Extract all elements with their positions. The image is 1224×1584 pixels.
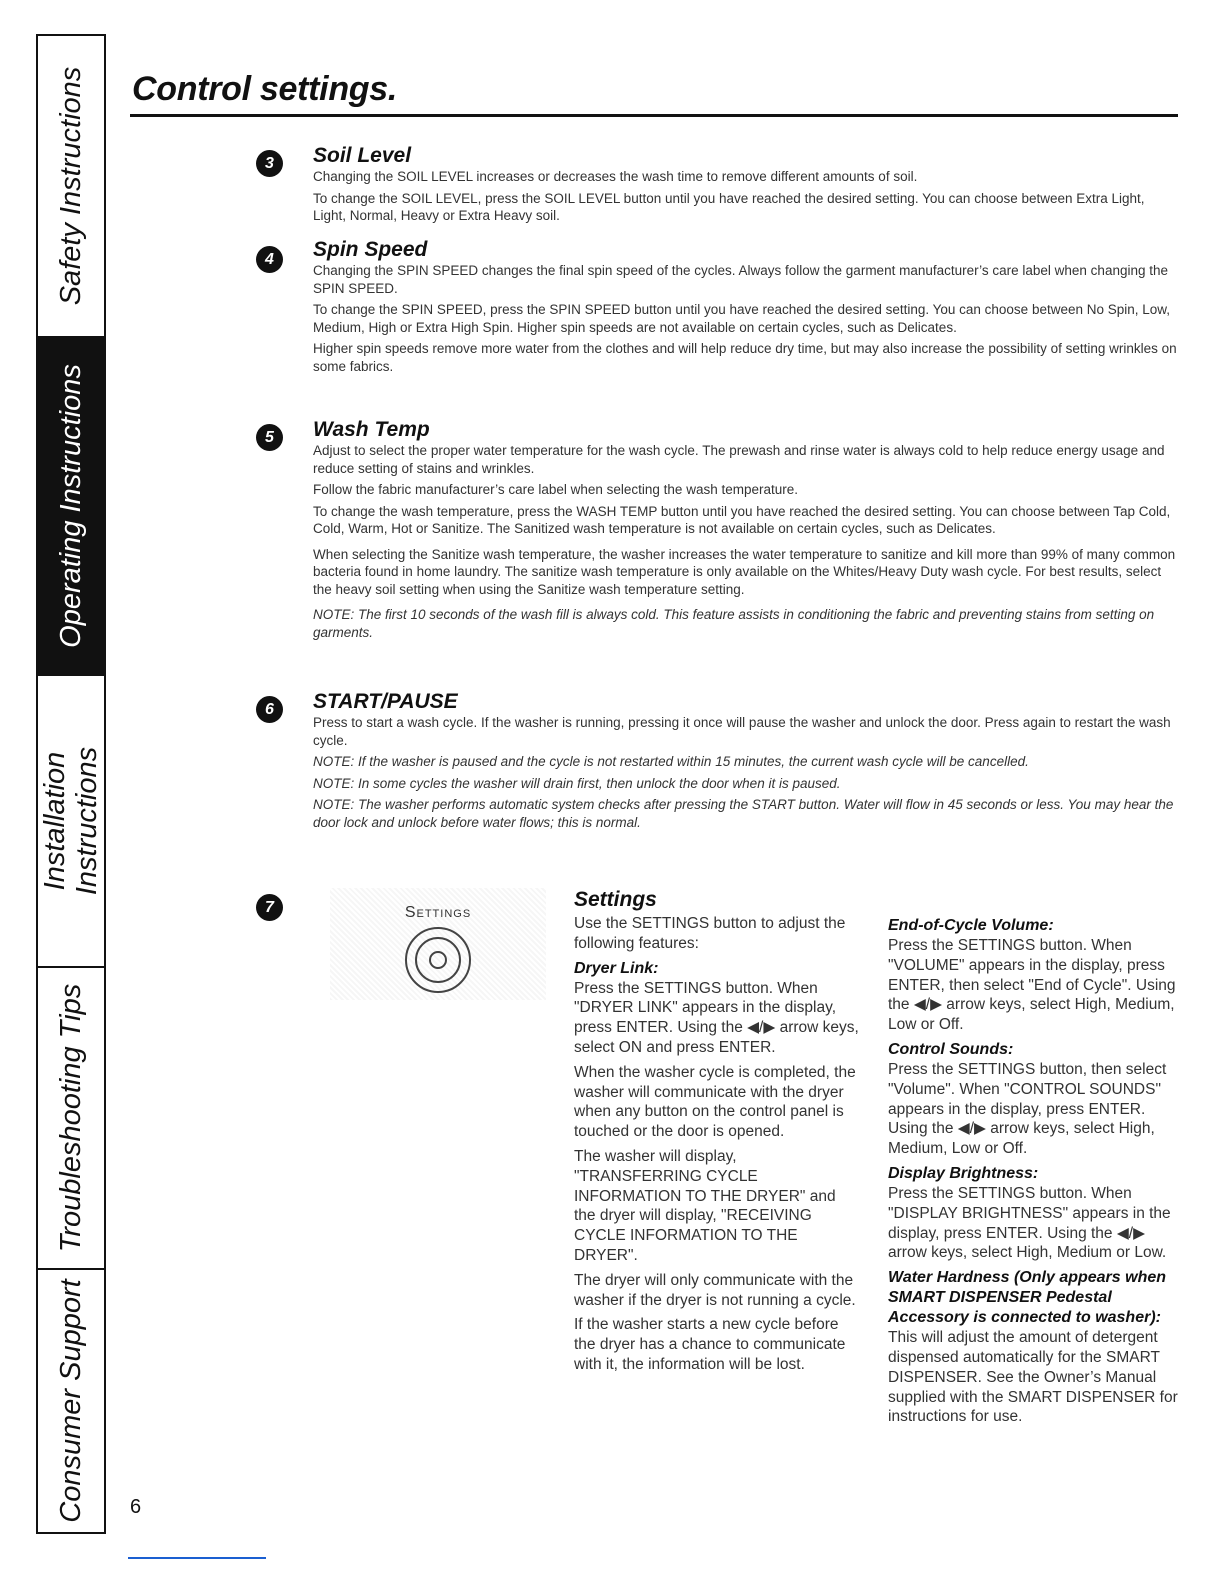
note: NOTE: In some cycles the washer will drain first, then unlock the door when it is paused. [313,775,841,791]
step-number-4: 4 [256,246,283,273]
paragraph: To change the SOIL LEVEL, press the SOIL LEVEL button until you have reached the desired setting. You can choose between Extra Light, Light, Normal, Heavy or Extra Heavy soil. [313,190,1145,223]
paragraph: Changing the SOIL LEVEL increases or decreases the wash time to remove different amounts of soil. [313,169,918,184]
tab-label: Consumer Support [55,1279,87,1523]
step-number-6: 6 [256,696,283,723]
section-soil-level [313,144,1181,229]
tab-label: Safety Instructions [55,66,87,306]
paragraph: The washer will display, "TRANSFERRING CYCLE INFORMATION TO THE DRYER" and the dryer will display, "RECEIVING CYCLE INFORMATION TO THE DRYER". [574,1147,836,1264]
tab-installation-instructions[interactable] [38,676,104,968]
subheading-water-hardness: Water Hardness (Only appears when SMART DISPENSER Pedestal Accessory is connected to washer): [888,1269,1167,1327]
tab-operating-instructions[interactable] [38,338,104,676]
subheading-display-brightness: Display Brightness: [888,1164,1039,1182]
tab-troubleshooting-tips[interactable] [38,968,104,1270]
paragraph: This will adjust the amount of detergent dispensed automatically for the SMART DISPENSER. See the Owner’s Manual supplied with the SMART DISPENSER for instructions for use. [888,1329,1178,1426]
paragraph: Press the SETTINGS button. When "DRYER LINK" appears in the display, press ENTER. Using the ◀/▶ arrow keys, select ON and press ENTER. [574,979,859,1056]
section-wash-temp [313,418,1181,645]
subheading-end-of-cycle-volume: End-of-Cycle Volume: [888,917,1054,934]
tab-label: Installation Instructions [39,746,103,896]
step-number-7: 7 [256,894,283,921]
step-number-5: 5 [256,424,283,451]
tab-label: Troubleshooting Tips [55,983,87,1253]
tab-safety-instructions[interactable] [38,36,104,338]
section-heading: START/PAUSE [313,690,458,713]
paragraph: Changing the SPIN SPEED changes the final spin speed of the cycles. Always follow the garment manufacturer’s care label when changing the SPIN SPEED. [313,263,1168,296]
settings-button-graphic [330,888,546,1000]
step-number-3: 3 [256,150,283,177]
paragraph: To change the wash temperature, press the WASH TEMP button until you have reached the desired setting. You can choose between Tap Cold, Cold, Warm, Hot or Sanitize. The Sanitized wash temperature is not available on certain cycles, such as Delicates. [313,503,1171,536]
paragraph: When selecting the Sanitize wash temperature, the washer increases the water temperature to sanitize and kill more than 99% of many common bacteria found in home laundry. The sanitize wash temperature is only available on the Whites/Heavy Duty wash cycle. For best results, select the heavy soil setting when using the Sanitize wash temperature setting. [313,546,1176,597]
settings-column-right [888,916,1180,1432]
title-rule [130,114,1178,117]
paragraph: The dryer will only communicate with the washer if the dryer is not running a cycle. [574,1271,856,1309]
settings-button-label: Settings [404,904,472,921]
page-number: 6 [130,1496,142,1518]
paragraph: Press the SETTINGS button. When "DISPLAY BRIGHTNESS" appears in the display, press ENTER. Using the ◀/▶ arrow keys, select High, Medium or Low. [888,1184,1171,1262]
section-heading: Settings [574,888,657,911]
section-heading: Spin Speed [313,238,428,261]
paragraph: Press to start a wash cycle. If the washer is running, pressing it once will pause the washer and unlock the door. Press again to restart the wash cycle. [313,715,1171,748]
page-title: Control settings. [132,70,398,108]
settings-column-left [574,888,860,1380]
tab-consumer-support[interactable] [38,1270,104,1532]
paragraph: Follow the fabric manufacturer’s care label when selecting the wash temperature. [313,482,798,497]
section-heading: Wash Temp [313,418,430,441]
paragraph: Use the SETTINGS button to adjust the following features: [574,915,846,952]
subheading-dryer-link: Dryer Link: [574,959,659,977]
tab-label: Operating Instructions [55,364,87,648]
section-spin-speed [313,238,1181,379]
section-start-pause [313,690,1181,835]
footer-link-line [128,1557,266,1559]
paragraph: Adjust to select the proper water temperature for the wash cycle. The prewash and rinse water is always cold to help reduce energy usage and reduce setting of stains and wrinkles. [313,443,1165,476]
settings-knob-icon [402,924,474,994]
paragraph: When the washer cycle is completed, the washer will communicate with the dryer when any button on the control panel is touched or the door is opened. [574,1063,856,1141]
paragraph: Higher spin speeds remove more water from the clothes and will help reduce dry time, but may also increase the possibility of setting wrinkles on some fabrics. [313,341,1177,374]
paragraph: Press the SETTINGS button. When "VOLUME" appears in the display, press ENTER, then select "End of Cycle". Using the ◀/▶ arrow keys, select High, Medium, Low or Off. [888,937,1176,1034]
paragraph: If the washer starts a new cycle before the dryer has a chance to communicate with it, the information will be lost. [574,1316,846,1373]
subheading-control-sounds: Control Sounds: [888,1040,1014,1058]
note: NOTE: The washer performs automatic system checks after pressing the START button. Water will flow in 45 seconds or less. You may hear the door lock and unlock before water flows; this is normal. [313,797,1174,830]
note: NOTE: The first 10 seconds of the wash fill is always cold. This feature assists in conditioning the fabric and preventing stains from setting on garments. [313,607,1155,640]
paragraph: To change the SPIN SPEED, press the SPIN SPEED button until you have reached the desired setting. You can choose between No Spin, Low, Medium, High or Extra High Spin. Higher spin speeds are not available on certain cycles, such as Delicates. [313,302,1171,335]
note: NOTE: If the washer is paused and the cycle is not restarted within 15 minutes, the current wash cycle will be cancelled. [313,754,1029,769]
section-heading: Soil Level [313,144,412,167]
paragraph: Press the SETTINGS button, then select "Volume". When "CONTROL SOUNDS" appears in the display, press ENTER. Using the ◀/▶ arrow keys, select High, Medium, Low or Off. [888,1060,1167,1158]
section-tabs [36,34,106,1534]
